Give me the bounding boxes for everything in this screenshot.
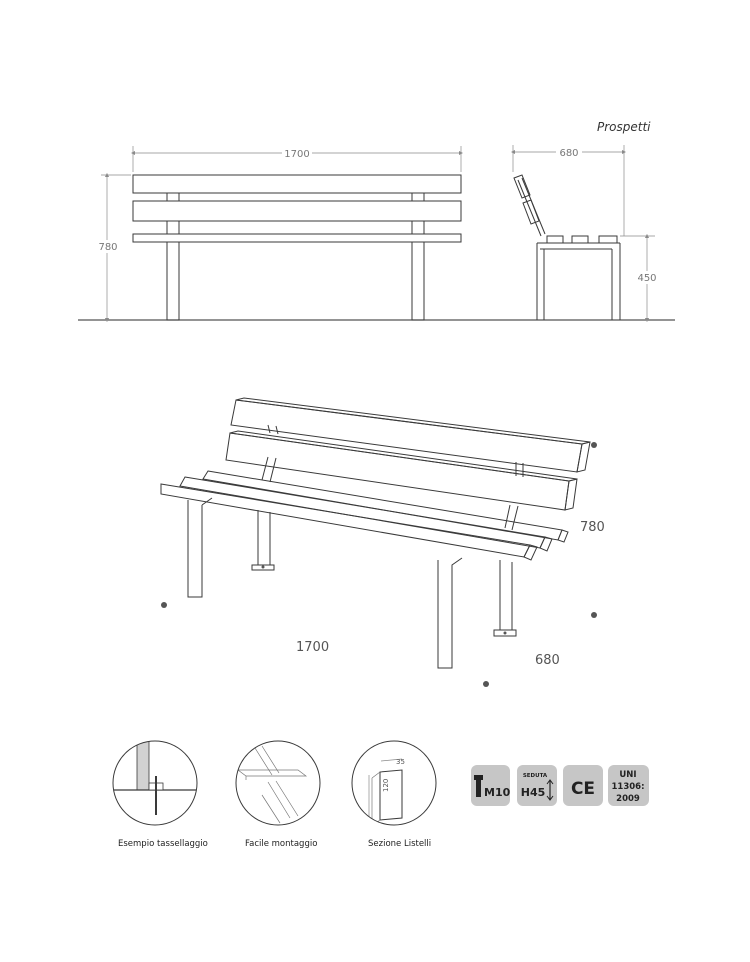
front-post-mid-left <box>167 221 179 234</box>
badge-seat-height <box>517 765 557 806</box>
persp-leg-front-left <box>188 498 212 597</box>
persp-backrest-slat-middle-end <box>565 479 577 510</box>
detail-slat-section <box>352 741 436 849</box>
side-seat-slat-2 <box>572 236 588 243</box>
detail-assembly <box>236 741 320 849</box>
dimension-dot <box>591 612 597 618</box>
persp-foot-bolt-left <box>262 566 265 569</box>
front-backrest-slat-top <box>133 175 461 193</box>
detail-assembly-bracket <box>255 746 279 775</box>
front-post-upper-left <box>167 193 179 201</box>
persp-seat-slat-back-end <box>558 530 568 542</box>
front-post-upper-right <box>412 193 424 201</box>
dimension-dot <box>161 602 167 608</box>
side-seat-height-label: 450 <box>637 273 657 284</box>
badge-uni-line-1: UNI <box>619 770 637 780</box>
side-seat-slat-1 <box>547 236 563 243</box>
persp-backrest-slat-middle-upper <box>230 431 577 481</box>
persp-seat-slat-middle <box>180 477 545 548</box>
front-backrest-slat-middle <box>133 201 461 221</box>
detail-assembly-frame <box>262 781 298 823</box>
persp-leg-front-right <box>438 558 462 668</box>
badge-m10 <box>471 765 511 806</box>
badge-ce-text: CE <box>570 779 596 799</box>
front-post-mid-right <box>412 221 424 234</box>
side-backrest-support-b <box>522 178 545 234</box>
detail-slat-section-profile <box>380 770 402 820</box>
persp-seat-slat-back <box>203 471 562 540</box>
section-heading: Prospetti <box>597 120 651 134</box>
persp-seat-slat-front <box>161 484 530 557</box>
side-seat-slat-3 <box>599 236 617 243</box>
detail-caption-anchoring: Esempio tassellaggio <box>118 839 208 849</box>
front-seat-slat <box>133 234 461 242</box>
persp-depth-label: 680 <box>535 653 560 668</box>
detail-assembly-slat <box>238 770 306 776</box>
persp-foot-bolt-right <box>504 632 507 635</box>
front-width-label: 1700 <box>284 149 310 160</box>
persp-height-label: 780 <box>580 520 605 535</box>
bolt-icon-head <box>474 775 483 780</box>
detail-assembly-frame-circle <box>236 741 320 825</box>
badge-uni-line-2: 11306: <box>611 782 645 792</box>
badge-uni-line-3: 2009 <box>616 794 640 804</box>
detail-anchoring-post <box>137 740 149 790</box>
side-view <box>513 145 658 320</box>
slat-width-dim-label: 35 <box>396 758 405 766</box>
side-frame-legs <box>537 243 620 320</box>
front-leg-right <box>412 242 424 320</box>
dimension-dot <box>591 442 597 448</box>
front-height-label: 780 <box>98 242 118 253</box>
side-depth-label: 680 <box>559 148 579 159</box>
dimension-dot <box>483 681 489 687</box>
persp-leg-back-left <box>258 510 270 565</box>
slat-height-dim-label: 120 <box>382 778 390 792</box>
front-leg-left <box>167 242 179 320</box>
persp-backrest-slat-top-end <box>577 442 590 472</box>
badge-seat-height-text: H45 <box>520 786 546 799</box>
persp-width-label: 1700 <box>296 640 330 655</box>
badge-ce <box>563 765 603 806</box>
persp-backrest-slat-top-front <box>231 400 582 472</box>
bolt-icon <box>476 779 481 797</box>
detail-slat-section-depth <box>372 772 380 826</box>
detail-caption-slat-section: Sezione Listelli <box>368 839 432 849</box>
badge-seat-small-text: SEDUTA <box>522 773 548 779</box>
detail-slat-section-frame <box>352 741 436 825</box>
detail-caption-assembly: Facile montaggio <box>245 839 318 849</box>
perspective-view <box>161 398 605 687</box>
persp-leg-back-right <box>500 560 512 630</box>
detail-anchoring <box>100 740 210 849</box>
persp-backrest-slat-top-upper <box>236 398 590 444</box>
persp-backrest-slat-middle-front <box>226 433 569 510</box>
badge-m10-text: M10 <box>484 786 511 799</box>
side-backrest-support-a <box>518 180 541 236</box>
badge-uni <box>608 765 649 806</box>
front-view <box>78 146 675 320</box>
